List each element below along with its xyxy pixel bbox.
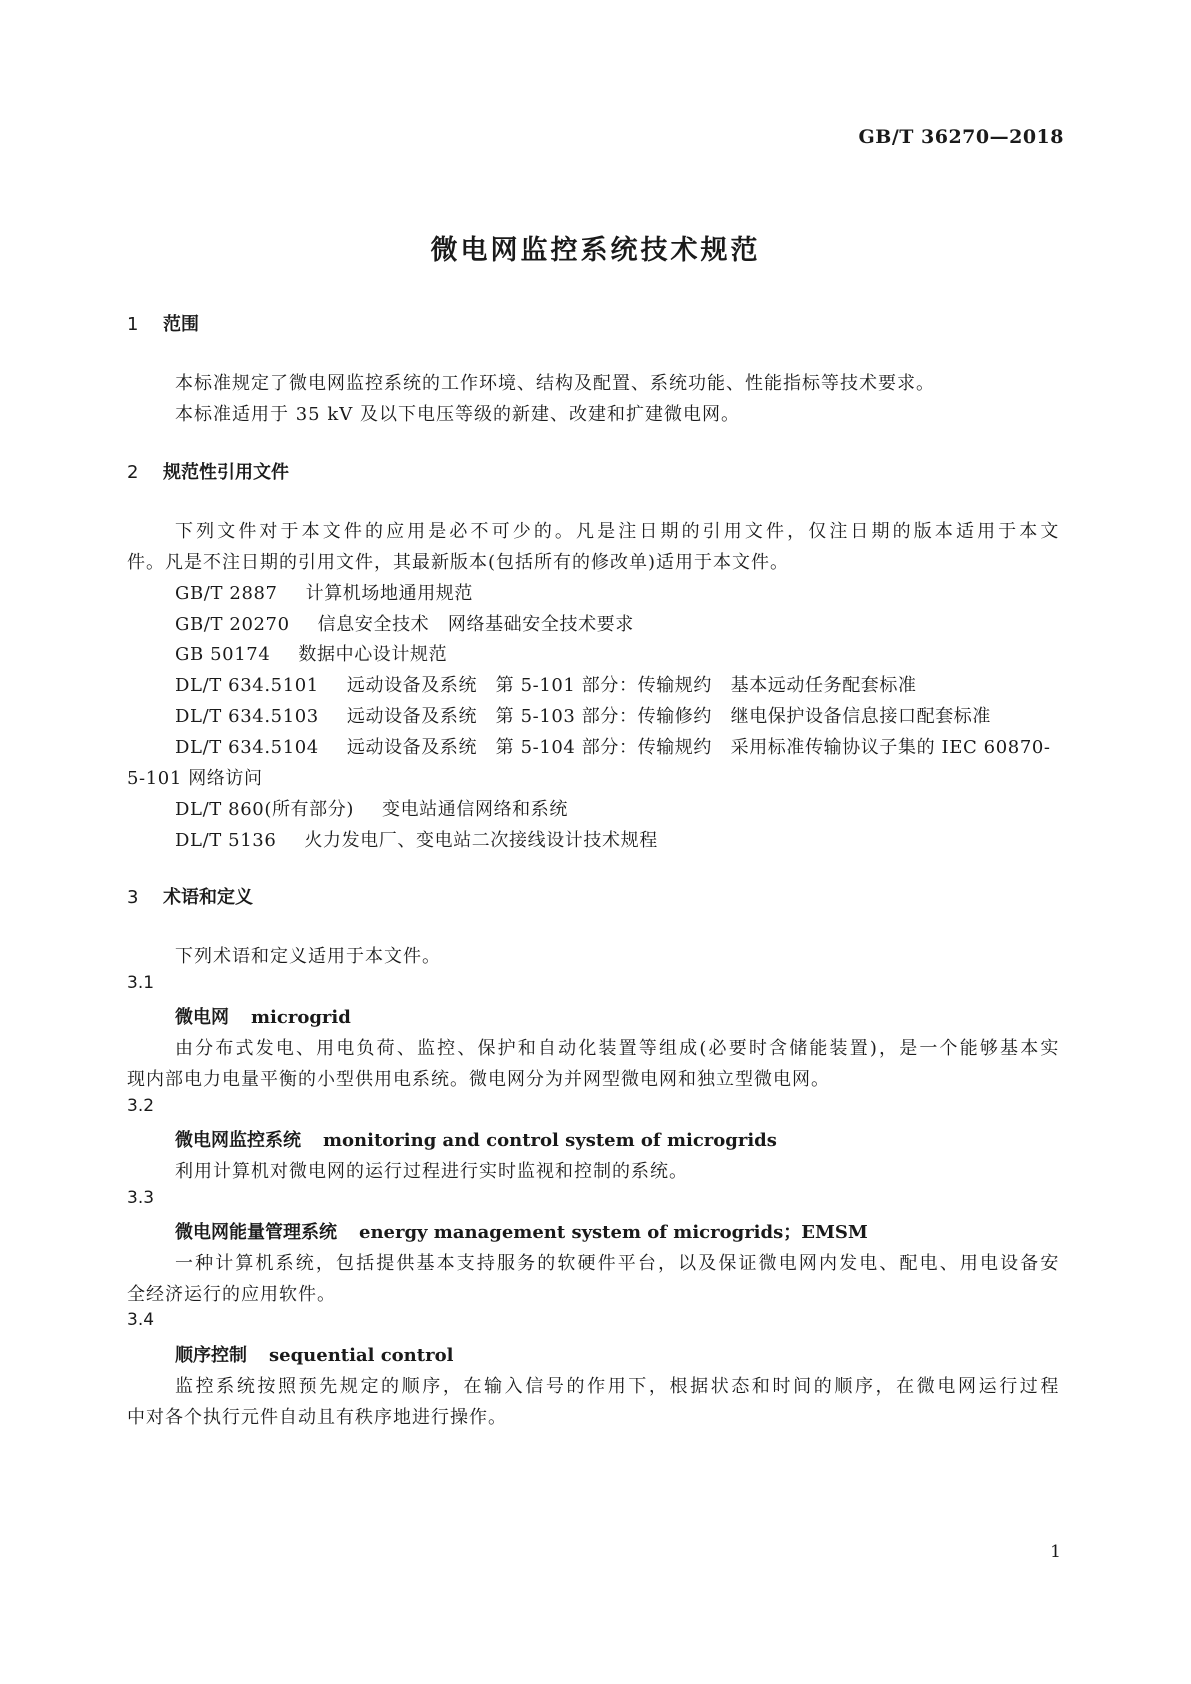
term-chinese: 微电网 <box>175 1007 229 1028</box>
reference-title: 5-101 网络访问 <box>127 768 263 789</box>
section-number: 2 <box>127 462 139 483</box>
reference-item <box>175 610 634 636</box>
document-title: 微电网监控系统技术规范 <box>430 235 761 266</box>
paragraph: 下列文件对于本文件的应用是必不可少的。凡是注日期的引用文件，仅注日期的版本适用于本文 <box>175 521 1059 542</box>
page-number: 1 <box>1050 1542 1061 1562</box>
reference-title: 远动设备及系统 第 5-103 部分：传输修约 继电保护设备信息接口配套标准 <box>346 706 992 727</box>
term-english: monitoring and control system of microgrids <box>323 1130 777 1151</box>
term-english: microgrid <box>251 1007 351 1028</box>
section-number: 1 <box>127 314 139 335</box>
reference-item <box>175 702 991 728</box>
term-chinese: 微电网监控系统 <box>175 1130 301 1151</box>
reference-code: DL/T 634.5104 <box>175 737 319 758</box>
clause-number: 3.1 <box>127 973 155 993</box>
paragraph: 本标准适用于 35 kV 及以下电压等级的新建、改建和扩建微电网。 <box>175 404 740 425</box>
reference-title: 远动设备及系统 第 5-104 部分：传输规约 采用标准传输协议子集的 IEC 60870- <box>346 737 1051 758</box>
term-heading <box>175 1003 351 1029</box>
term-chinese: 微电网能量管理系统 <box>175 1222 337 1243</box>
clause-number: 3.2 <box>127 1096 155 1116</box>
reference-item <box>175 733 1051 759</box>
reference-title: 数据中心设计规范 <box>298 644 448 665</box>
term-heading <box>175 1126 777 1152</box>
reference-title: 计算机场地通用规范 <box>305 583 474 604</box>
reference-item <box>175 671 917 697</box>
section-1-heading <box>127 310 199 336</box>
reference-continuation <box>127 764 263 790</box>
term-definition: 中对各个执行元件自动且有秩序地进行操作。 <box>127 1407 507 1428</box>
reference-code: DL/T 5136 <box>175 830 277 851</box>
reference-code: GB 50174 <box>175 644 271 665</box>
term-heading <box>175 1341 453 1367</box>
section-2-heading <box>127 458 289 484</box>
reference-code: DL/T 860(所有部分) <box>175 799 354 820</box>
reference-code: GB/T 20270 <box>175 614 290 635</box>
term-definition: 由分布式发电、用电负荷、监控、保护和自动化装置等组成(必要时含储能装置)，是一个能够基本实 <box>175 1038 1059 1059</box>
term-definition: 一种计算机系统，包括提供基本支持服务的软硬件平台，以及保证微电网内发电、配电、用电设备安 <box>175 1253 1059 1274</box>
term-definition: 利用计算机对微电网的运行过程进行实时监视和控制的系统。 <box>175 1161 688 1182</box>
paragraph: 件。凡是不注日期的引用文件，其最新版本(包括所有的修改单)适用于本文件。 <box>127 552 790 573</box>
term-definition: 监控系统按照预先规定的顺序，在输入信号的作用下，根据状态和时间的顺序，在微电网运行过程 <box>175 1376 1059 1397</box>
reference-title: 火力发电厂、变电站二次接线设计技术规程 <box>304 830 658 851</box>
reference-code: DL/T 634.5103 <box>175 706 319 727</box>
reference-item <box>175 795 568 821</box>
standard-number: GB/T 36270—2018 <box>858 126 1064 148</box>
paragraph: 下列术语和定义适用于本文件。 <box>175 946 441 967</box>
section-title: 规范性引用文件 <box>163 462 289 483</box>
reference-title: 信息安全技术 网络基础安全技术要求 <box>317 614 634 635</box>
paragraph: 本标准规定了微电网监控系统的工作环境、结构及配置、系统功能、性能指标等技术要求。 <box>175 373 935 394</box>
section-title: 术语和定义 <box>163 887 253 908</box>
reference-item <box>175 579 473 605</box>
section-title: 范围 <box>163 314 199 335</box>
clause-number: 3.4 <box>127 1310 155 1330</box>
term-english: sequential control <box>269 1345 454 1366</box>
reference-item <box>175 640 447 666</box>
reference-code: GB/T 2887 <box>175 583 278 604</box>
clause-number: 3.3 <box>127 1188 155 1208</box>
term-chinese: 顺序控制 <box>175 1345 247 1366</box>
term-definition: 现内部电力电量平衡的小型供用电系统。微电网分为并网型微电网和独立型微电网。 <box>127 1069 830 1090</box>
reference-code: DL/T 634.5101 <box>175 675 319 696</box>
term-definition: 全经济运行的应用软件。 <box>127 1284 336 1305</box>
term-english: energy management system of microgrids；EMSM <box>359 1222 868 1243</box>
reference-item <box>175 826 658 852</box>
reference-title: 变电站通信网络和系统 <box>381 799 568 820</box>
term-heading <box>175 1218 868 1244</box>
reference-title: 远动设备及系统 第 5-101 部分：传输规约 基本远动任务配套标准 <box>346 675 917 696</box>
section-3-heading <box>127 883 253 909</box>
section-number: 3 <box>127 887 139 908</box>
